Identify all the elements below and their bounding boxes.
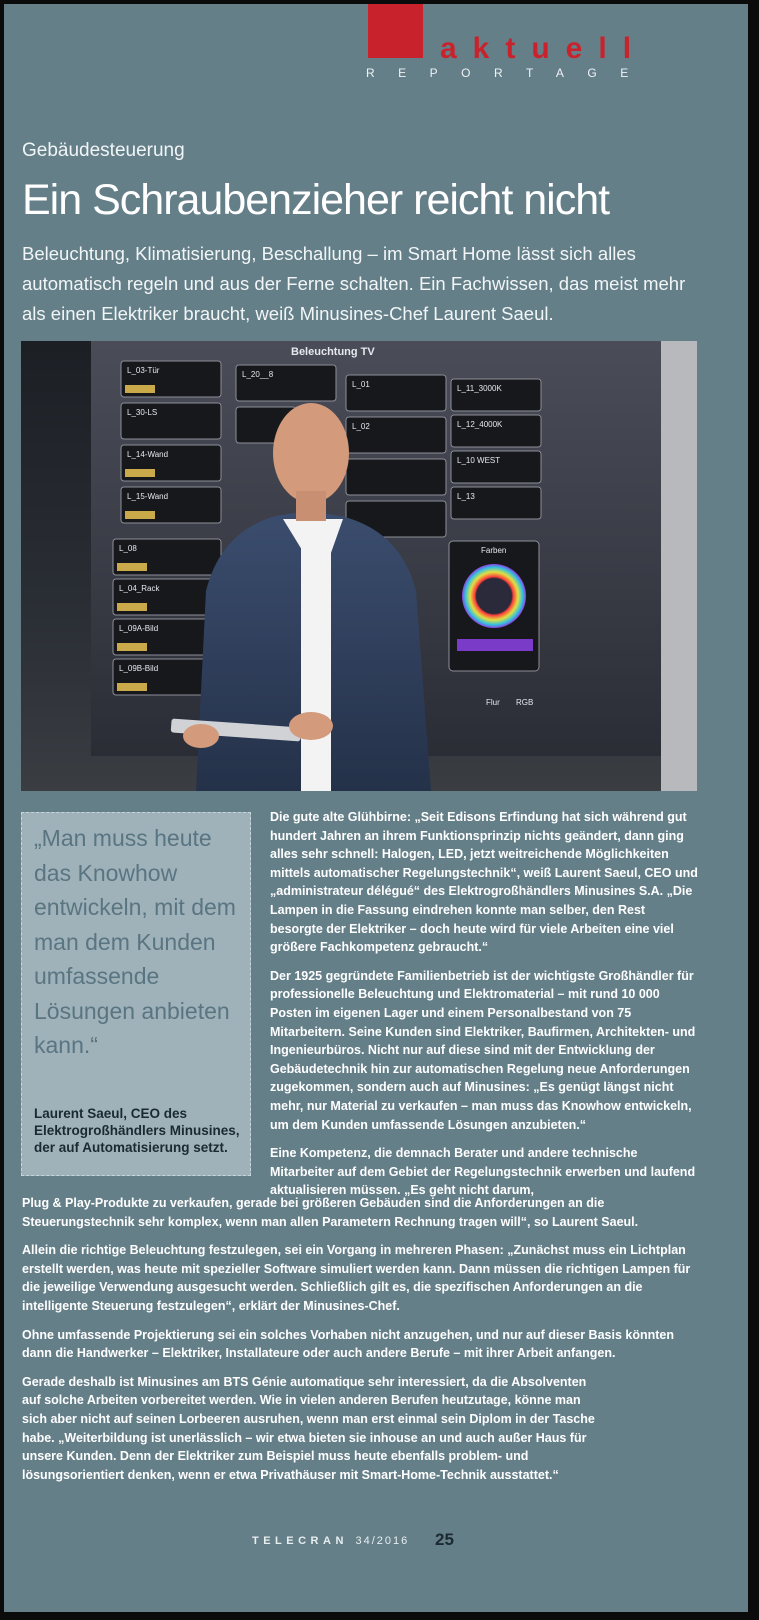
svg-text:L_09B-Bild: L_09B-Bild — [119, 664, 159, 673]
svg-text:Farben: Farben — [481, 546, 507, 555]
body-paragraph: Allein die richtige Beleuchtung festzulegen, sei ein Vorgang in mehreren Phasen: „Zunächst muss ein Lichtplan erstellt werden, was heute mit spezieller Software simuliert werden kann. Dann müssen die richtigen Lampen für die jeweilige Verwendung ausgesucht werden. Schließlich gilt es, die spezifischen Anforderungen an die intelligente Steuerung festzulegen“, erklärt der Minusines-Chef. — [22, 1243, 691, 1313]
footer-page-number: 25 — [435, 1530, 454, 1549]
svg-text:L_13: L_13 — [457, 492, 475, 501]
svg-text:L_04_Rack: L_04_Rack — [119, 584, 160, 593]
body-column-right — [270, 808, 698, 1200]
svg-text:L_14-Wand: L_14-Wand — [127, 450, 169, 459]
body-paragraph: Ohne umfassende Projektierung sei ein solches Vorhaben nicht anzugehen, und nur auf dieser Basis könnten dann die Handwerker – Elektriker, Installateure oder auch andere Berufe – mit ihrer Arbeit anfangen. — [22, 1327, 674, 1361]
masthead-brand: aktuell — [440, 32, 648, 65]
pull-quote — [21, 812, 251, 1176]
article-photo — [21, 341, 697, 791]
svg-text:L_10 WEST: L_10 WEST — [457, 456, 501, 465]
body-paragraph: Eine Kompetenz, die demnach Berater und andere technische Mitarbeiter auf dem Gebiet der Regelungstechnik erwerben und laufend aktualisieren müssen. „Es geht nicht darum, — [270, 1146, 696, 1198]
pull-quote-text: „Man muss heute das Knowhow entwickeln, mit dem man dem Kunden umfassende Lösungen anbieten kann.“ — [34, 825, 236, 1058]
article-lede: Beleuchtung, Klimatisierung, Beschallung – im Smart Home lässt sich alles automatisch regeln und aus der Ferne schalten. Ein Fachwissen, das meist mehr als einen Elektriker braucht, weiß Minusines-Chef Laurent Saeul. — [22, 243, 686, 324]
panel-label: L_03-Tür — [127, 366, 160, 375]
svg-text:L_01: L_01 — [352, 380, 370, 389]
svg-text:L_12_4000K: L_12_4000K — [457, 420, 503, 429]
pull-quote-attribution: Laurent Saeul, CEO des Elektrogroßhändlers Minusines, der auf Automatisierung setzt. — [34, 1106, 240, 1155]
body-paragraph: Plug & Play-Produkte zu verkaufen, gerade bei größeren Gebäuden sind die Anforderungen an die Steuerungstechnik sehr komplex, wenn man allen Parametern Rechnung tragen will“, so Laurent Saeul. — [22, 1196, 639, 1229]
footer-magazine-name: TELECRAN — [252, 1535, 348, 1547]
magazine-page — [4, 4, 748, 1612]
footer-magazine — [252, 1535, 409, 1547]
svg-text:Flur: Flur — [486, 698, 500, 707]
svg-text:L_15-Wand: L_15-Wand — [127, 492, 169, 501]
article-headline: Ein Schraubenzieher reicht nicht — [22, 176, 610, 224]
masthead-red-block — [368, 4, 423, 58]
body-column-full — [22, 1194, 698, 1494]
svg-text:L_08: L_08 — [119, 544, 137, 553]
svg-text:Beleuchtung TV: Beleuchtung TV — [291, 346, 375, 358]
person-face — [273, 403, 349, 503]
footer-issue: 34/2016 — [355, 1535, 410, 1547]
article-kicker: Gebäudesteuerung — [22, 140, 185, 161]
svg-text:L_11_3000K: L_11_3000K — [457, 384, 502, 393]
body-paragraph: Der 1925 gegründete Familienbetrieb ist der wichtigste Großhändler für professionelle Beleuchtung und Elektromaterial – mit rund 10 000 Posten im eigenen Lager und einem Personalbestand von 75 Mitarbeitern. Seine Kunden sind Elektriker, Baufirmen, Architekten- und Ingenieurbüros. Nicht nur auf diese sind mit der Entwicklung der Gebäudetechnik hin zur automatischen Regelung neue Anforderungen zugekommen, sondern auch auf Minusines: „Es genügt längst nicht mehr, nur Material zu verkaufen – man muss das Knowhow entwickeln, um dem Kunden umfassende Lösungen anzubieten.“ — [270, 968, 696, 1132]
svg-text:L_20__8: L_20__8 — [242, 370, 274, 379]
svg-text:L_30-LS: L_30-LS — [127, 408, 158, 417]
body-paragraph: Gerade deshalb ist Minusines am BTS Génie automatique sehr interessiert, da die Absolventen auf solche Arbeiten vorbereitet werden. Wie in vielen anderen Berufen heutzutage, könne man sich aber nicht auf seinen Lorbeeren ausruhen, wenn man erst einmal sein Diplom in der Tasche habe. „Weiterbildung ist unerlässlich – wir etwa bieten sie inhouse an und auch außer Haus für unsere Kunden. Denn der Elektriker zum Beispiel muss heute ebenfalls problem- und lösungsorientiert denken, wenn er etwa Privathäuser mit Smart-Home-Technik ausstattet.“ — [22, 1374, 595, 1482]
photo-illustration — [21, 341, 697, 791]
body-paragraph: Die gute alte Glühbirne: „Seit Edisons Erfindung hat sich während gut hundert Jahren an ihrem Funktionsprinzip nichts geändert, dann ging alles sehr schnell: Halogen, LED, jetzt weitreichende Möglichkeiten mittels automatischer Regelungstechnik“, weiß Laurent Saeul, CEO und „administrateur délégué“ des Elektrogroßhändlers Minusines S.A. „Die Lampen in die Fassung eindrehen konnte man selber, den Rest besorgte der Elektriker – doch heute wird für viele Arbeiten eine viel größere Fachkompetenz gebraucht.“ — [270, 810, 698, 955]
svg-text:L_02: L_02 — [352, 422, 370, 431]
color-wheel — [462, 564, 526, 628]
svg-text:L_09A-Bild: L_09A-Bild — [119, 624, 159, 633]
svg-text:RGB: RGB — [516, 698, 534, 707]
masthead-section: REPORTAGE — [366, 66, 652, 80]
